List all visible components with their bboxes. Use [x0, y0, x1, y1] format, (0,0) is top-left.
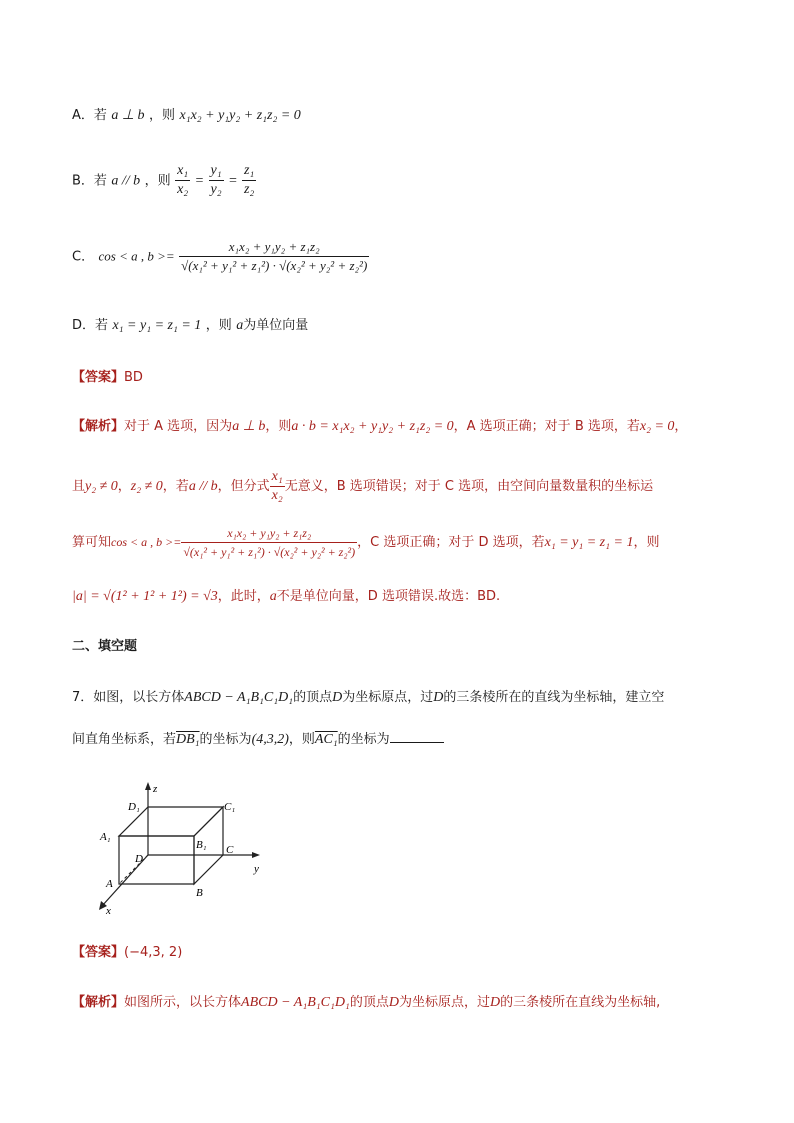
analysis-text: ，则: [265, 419, 292, 434]
option-c: [72, 238, 738, 275]
answer-blank: [390, 728, 444, 743]
question-text: 7．如图，以长方体: [72, 690, 185, 705]
option-d-label: D．若: [72, 318, 109, 333]
analysis-math: x₁ = y₁ = z₁ = 1: [544, 535, 634, 550]
question-text: 间直角坐标系，若: [72, 732, 177, 747]
label-A: A: [106, 878, 113, 890]
analysis-math: z₂ ≠ 0: [130, 479, 163, 494]
analysis-text: 的三条棱所在直线为坐标轴,: [500, 995, 661, 1010]
analysis-text: ，C 选项正确；对于 D 选项，若: [357, 535, 545, 550]
analysis-text: ，但分式: [217, 479, 270, 494]
question-math: D: [332, 690, 343, 705]
analysis-6-line-3: [72, 524, 738, 561]
option-b-condition: a // b: [111, 173, 141, 189]
analysis-text: 为坐标原点，过: [398, 995, 490, 1010]
analysis-math: D: [489, 995, 501, 1010]
answer-6: [72, 366, 738, 389]
analysis-text: 对于 A 选项，因为: [124, 419, 233, 434]
analysis-math: y₂ ≠ 0: [85, 479, 118, 494]
question-text: 的坐标为: [337, 732, 390, 747]
option-b: B．若 a // b ，则 $\frac{\text{x₁}}{\text{x₂}}$ = $\frac{\text{y₁}}{\text{y₂}}$ = $\frac{\text{z₁}}{\text{z₂}}$: [72, 163, 255, 197]
analysis-6-line-1: [72, 416, 738, 438]
option-b-label: B．若: [72, 173, 107, 189]
question-text: 的坐标为: [199, 732, 252, 747]
analysis-text: ，: [674, 419, 688, 434]
question-math: D: [433, 690, 444, 705]
analysis-7-line-1: [72, 992, 738, 1014]
label-D1: D₁: [128, 801, 140, 813]
label-x: x: [106, 905, 111, 915]
label-D: D: [135, 853, 143, 865]
label-A1: A₁: [100, 831, 111, 843]
analysis-tag: 【解析】: [72, 419, 125, 434]
analysis-text: ，则: [633, 535, 660, 550]
answer-value: (−4,3, 2): [124, 945, 183, 960]
analysis-text: 且: [72, 479, 86, 494]
option-a-then: ，则: [149, 108, 176, 123]
question-7-line-2: [72, 728, 738, 751]
answer-tag: 【答案】: [72, 945, 125, 960]
analysis-math: x₂ = 0: [639, 419, 675, 434]
analysis-math: cos < a , b >=: [111, 535, 182, 549]
label-B: B: [196, 887, 203, 899]
answer-tag: 【答案】: [72, 370, 125, 385]
analysis-cos-fraction: $\frac{\text{x₁x₂ + y₁y₂ + z₁z₂}}{\text{√(x₁² + y₁² + z₁²) · √(x₂² + y₂² + z₂²)}}$: [183, 526, 356, 559]
analysis-math: a · b = x₁x₂ + y₁y₂ + z₁z₂ = 0: [291, 419, 454, 434]
analysis-text: 算可知: [72, 535, 112, 550]
label-y: y: [254, 863, 259, 875]
analysis-math: |a| = √(1² + 1² + 1²) = √3: [72, 589, 218, 604]
analysis-text: ，: [117, 479, 131, 494]
analysis-math: ABCD − A₁B₁C₁D₁: [241, 995, 350, 1010]
analysis-text: 不是单位向量，D 选项错误.故选：BD.: [276, 589, 501, 604]
option-b-fraction-y: $\frac{\text{y₁}}{\text{y₂}}$: [210, 163, 222, 197]
option-c-lhs: cos < a , b >=: [98, 248, 175, 264]
front-face: [119, 836, 194, 884]
hidden-edge-DA: [119, 855, 148, 884]
option-d-then: ，则: [205, 318, 232, 333]
analysis-math: a: [269, 589, 277, 604]
question-text: ，则: [288, 732, 315, 747]
option-c-fraction: $\frac{\text{x₁x₂ + y₁y₂ + z₁z₂}}{\text{√(x₁² + y₁² + z₁²) · √(x₂² + y₂² + z₂²)}}$: [181, 239, 368, 273]
option-a-formula: x₁x₂ + y₁y₂ + z₁z₂ = 0: [179, 108, 301, 123]
answer-value: BD: [124, 370, 143, 385]
option-a-label: A．若: [72, 108, 107, 123]
analysis-text: 的顶点: [349, 995, 389, 1010]
label-C1: C₁: [224, 801, 236, 813]
cuboid-figure: [88, 780, 268, 915]
answer-7: [72, 941, 738, 964]
option-d-rest: 为单位向量: [243, 318, 309, 333]
option-c-label: C．: [72, 249, 95, 265]
section-title: 二、填空题: [72, 639, 138, 654]
question-text: 的三条棱所在的直线为坐标轴，建立空: [443, 690, 665, 705]
analysis-text: ，若: [162, 479, 189, 494]
z-axis-arrow: [145, 782, 151, 790]
analysis-fraction: $\frac{\text{x₁}}{\text{x₂}}$: [271, 469, 283, 503]
question-text: 为坐标原点，过: [342, 690, 434, 705]
analysis-math: a // b: [188, 479, 218, 494]
question-vector: AC₁: [314, 732, 338, 747]
question-text: 的顶点: [293, 690, 333, 705]
analysis-tag: 【解析】: [72, 995, 125, 1010]
question-vector: DB₁: [176, 732, 200, 747]
option-d-formula: x₁ = y₁ = z₁ = 1: [112, 318, 202, 333]
option-a-condition: a ⊥ b: [111, 108, 145, 123]
option-a: [72, 104, 738, 127]
question-math: (4,3,2): [251, 732, 289, 747]
analysis-text: 如图所示，以长方体: [124, 995, 242, 1010]
label-z: z: [153, 783, 158, 795]
analysis-text: ，A 选项正确；对于 B 选项，若: [453, 419, 640, 434]
option-b-then: ，则: [144, 173, 171, 189]
question-7-line-1: [72, 687, 738, 709]
label-C: C: [226, 844, 234, 856]
option-b-fraction-z: $\frac{\text{z₁}}{\text{z₂}}$: [243, 163, 255, 197]
analysis-math: D: [388, 995, 399, 1010]
question-math: ABCD − A₁B₁C₁D₁: [184, 690, 294, 705]
analysis-6-line-2: [72, 468, 738, 505]
option-b-fraction-x: $\frac{\text{x₁}}{\text{x₂}}$: [177, 163, 189, 197]
analysis-6-line-4: [72, 586, 738, 608]
option-d: [72, 314, 738, 337]
label-B1: B₁: [196, 839, 207, 851]
analysis-text: 无意义，B 选项错误；对于 C 选项，由空间向量数量积的坐标运: [284, 479, 654, 494]
y-axis-arrow: [252, 852, 260, 858]
analysis-text: ，此时，: [217, 589, 270, 604]
option-d-vector: a: [236, 318, 244, 333]
analysis-math: a ⊥ b: [232, 419, 266, 434]
